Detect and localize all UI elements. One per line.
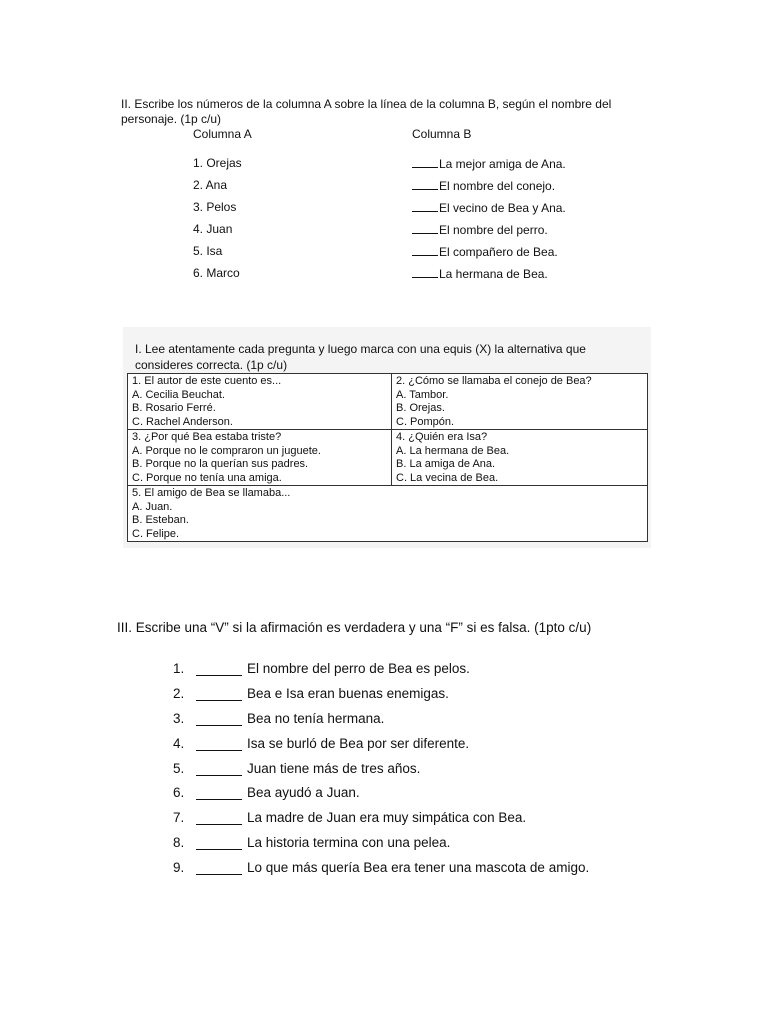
column-a-item: 2. Ana: [193, 178, 228, 192]
question-text: 3. ¿Por qué Bea estaba triste?: [132, 431, 282, 443]
answer-option[interactable]: A. Porque no le compraron un juguete.: [132, 444, 321, 457]
true-false-blank[interactable]: [196, 736, 242, 751]
answer-option[interactable]: A. Tambor.: [396, 388, 449, 401]
question-text: 1. El autor de este cuento es...: [132, 375, 282, 387]
section-iii-instructions: III. Escribe una “V” si la afirmación es verdadera y una “F” si es falsa. (1pto c/u): [117, 620, 592, 635]
column-a-item: 5. Isa: [193, 244, 223, 258]
answer-blank[interactable]: [412, 222, 438, 234]
column-b-item: El nombre del perro.: [412, 222, 548, 237]
column-b-item: El vecino de Bea y Ana.: [412, 200, 566, 215]
item-number: 4.: [173, 736, 185, 751]
answer-option[interactable]: C. Porque no tenía una amiga.: [132, 471, 282, 484]
section-i-instructions: I. Lee atentamente cada pregunta y luego marca con una equis (X) la alternativa que consideres correcta. (1p c/u): [135, 342, 586, 372]
answer-option[interactable]: C. Pompón.: [396, 415, 455, 428]
statement-text: Bea e Isa eran buenas enemigas.: [247, 686, 449, 701]
statement-text: El nombre del perro de Bea es pelos.: [247, 661, 470, 676]
column-a-header: Columna A: [193, 127, 252, 141]
question-cell: [392, 430, 648, 486]
item-number: 5.: [173, 761, 185, 776]
true-false-blank[interactable]: [196, 761, 242, 776]
statement-text: Juan tiene más de tres años.: [247, 761, 421, 776]
answer-option[interactable]: B. Orejas.: [396, 402, 445, 414]
statement-text: Bea ayudó a Juan.: [247, 785, 360, 800]
answer-option[interactable]: B. Porque no la querían sus padres.: [132, 458, 309, 470]
answer-option[interactable]: B. La amiga de Ana.: [396, 458, 496, 470]
answer-blank[interactable]: [412, 266, 438, 278]
item-number: 6.: [173, 785, 185, 800]
answer-option[interactable]: C. Rachel Anderson.: [132, 415, 233, 428]
answer-blank[interactable]: [412, 244, 438, 256]
column-a-item: 4. Juan: [193, 222, 233, 236]
statement-text: Isa se burló de Bea por ser diferente.: [247, 736, 470, 751]
column-b-item: El nombre del conejo.: [412, 178, 555, 193]
answer-option[interactable]: A. Cecilia Beuchat.: [132, 388, 225, 401]
question-cell: [128, 374, 392, 430]
answer-option[interactable]: C. Felipe.: [132, 527, 180, 540]
item-number: 2.: [173, 686, 185, 701]
question-cell: [128, 430, 392, 486]
column-a-item: 3. Pelos: [193, 200, 237, 214]
answer-blank[interactable]: [412, 200, 438, 212]
true-false-blank[interactable]: [196, 860, 242, 875]
question-cell: [128, 486, 648, 542]
answer-option[interactable]: B. Rosario Ferré.: [132, 402, 216, 414]
column-b-item: El compañero de Bea.: [412, 244, 558, 259]
true-false-blank[interactable]: [196, 661, 242, 676]
statement-text: Lo que más quería Bea era tener una mascota de amigo.: [247, 860, 590, 875]
true-false-blank[interactable]: [196, 835, 242, 850]
question-text: 5. El amigo de Bea se llamaba...: [132, 487, 291, 499]
multiple-choice-table: [127, 373, 648, 542]
answer-option[interactable]: A. La hermana de Bea.: [396, 444, 510, 457]
item-number: 9.: [173, 860, 185, 875]
column-b-item: La mejor amiga de Ana.: [412, 156, 566, 171]
statement-text: Bea no tenía hermana.: [247, 711, 385, 726]
section-ii-instructions: II. Escribe los números de la columna A sobre la línea de la columna B, según el nombre del personaje. (1p c/u): [121, 97, 612, 126]
column-b-header: Columna B: [412, 127, 472, 141]
question-text: 4. ¿Quién era Isa?: [396, 431, 488, 443]
item-number: 3.: [173, 711, 185, 726]
true-false-blank[interactable]: [196, 711, 242, 726]
question-text: 2. ¿Cómo se llamaba el conejo de Bea?: [396, 375, 592, 387]
answer-blank[interactable]: [412, 156, 438, 168]
true-false-blank[interactable]: [196, 810, 242, 825]
question-cell: [392, 374, 648, 430]
item-number: 8.: [173, 835, 185, 850]
column-b-item: La hermana de Bea.: [412, 266, 548, 281]
item-number: 7.: [173, 810, 185, 825]
answer-option[interactable]: A. Juan.: [132, 500, 173, 513]
answer-blank[interactable]: [412, 178, 438, 190]
answer-option[interactable]: C. La vecina de Bea.: [396, 471, 499, 484]
true-false-blank[interactable]: [196, 785, 242, 800]
true-false-blank[interactable]: [196, 686, 242, 701]
column-a-item: 1. Orejas: [193, 156, 242, 170]
item-number: 1.: [173, 661, 185, 676]
statement-text: La historia termina con una pelea.: [247, 835, 451, 850]
statement-text: La madre de Juan era muy simpática con Bea.: [247, 810, 527, 825]
column-a-item: 6. Marco: [193, 266, 240, 280]
answer-option[interactable]: B. Esteban.: [132, 514, 189, 526]
